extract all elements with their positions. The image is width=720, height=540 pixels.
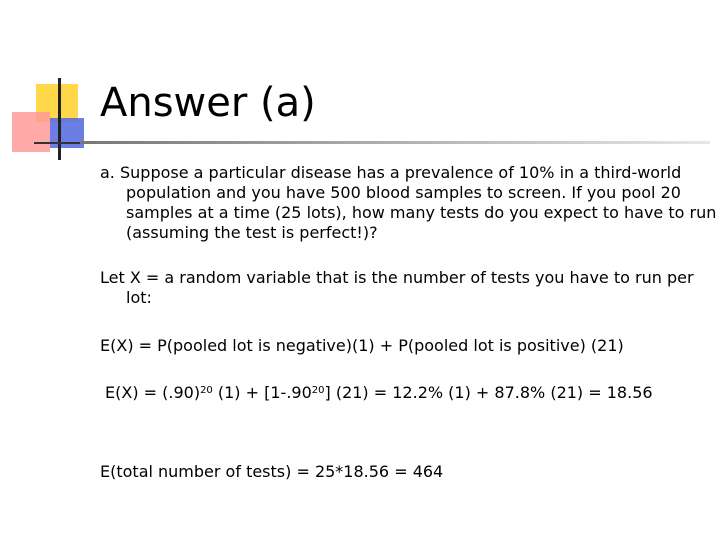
question-paragraph (100, 163, 720, 243)
question-label: a. (100, 163, 115, 182)
calc-exponent-1: 20 (200, 385, 213, 396)
decorative-squares-logo (0, 0, 100, 170)
title-underline-rule (80, 141, 710, 144)
question-text: Suppose a particular disease has a prevalence of 10% in a third-world population and you have 500 blood samples to screen. If you pool 20 samples at a time (25 lots), how many tests do you expect to have to run (assuming the test is perfect!)? (119, 163, 717, 242)
red-square (12, 112, 50, 152)
slide-title: Answer (a) (100, 80, 316, 126)
calc-part-1: E(X) = (.90) (105, 383, 201, 402)
calculation-paragraph (105, 383, 720, 403)
calc-part-3: ] (21) = 12.2% (1) + 87.8% (21) = 18.56 (324, 383, 653, 402)
calc-exponent-2: 20 (311, 385, 325, 396)
calc-part-2: (1) + [1-.90 (212, 383, 312, 402)
expectation-formula: E(X) = P(pooled lot is negative)(1) + P(pooled lot is positive) (21) (100, 336, 624, 355)
logo-vertical-line (58, 78, 61, 160)
total-tests-result: E(total number of tests) = 25*18.56 = 464 (100, 462, 444, 481)
definition-paragraph: Let X = a random variable that is the number of tests you have to run per lot: (100, 268, 694, 307)
